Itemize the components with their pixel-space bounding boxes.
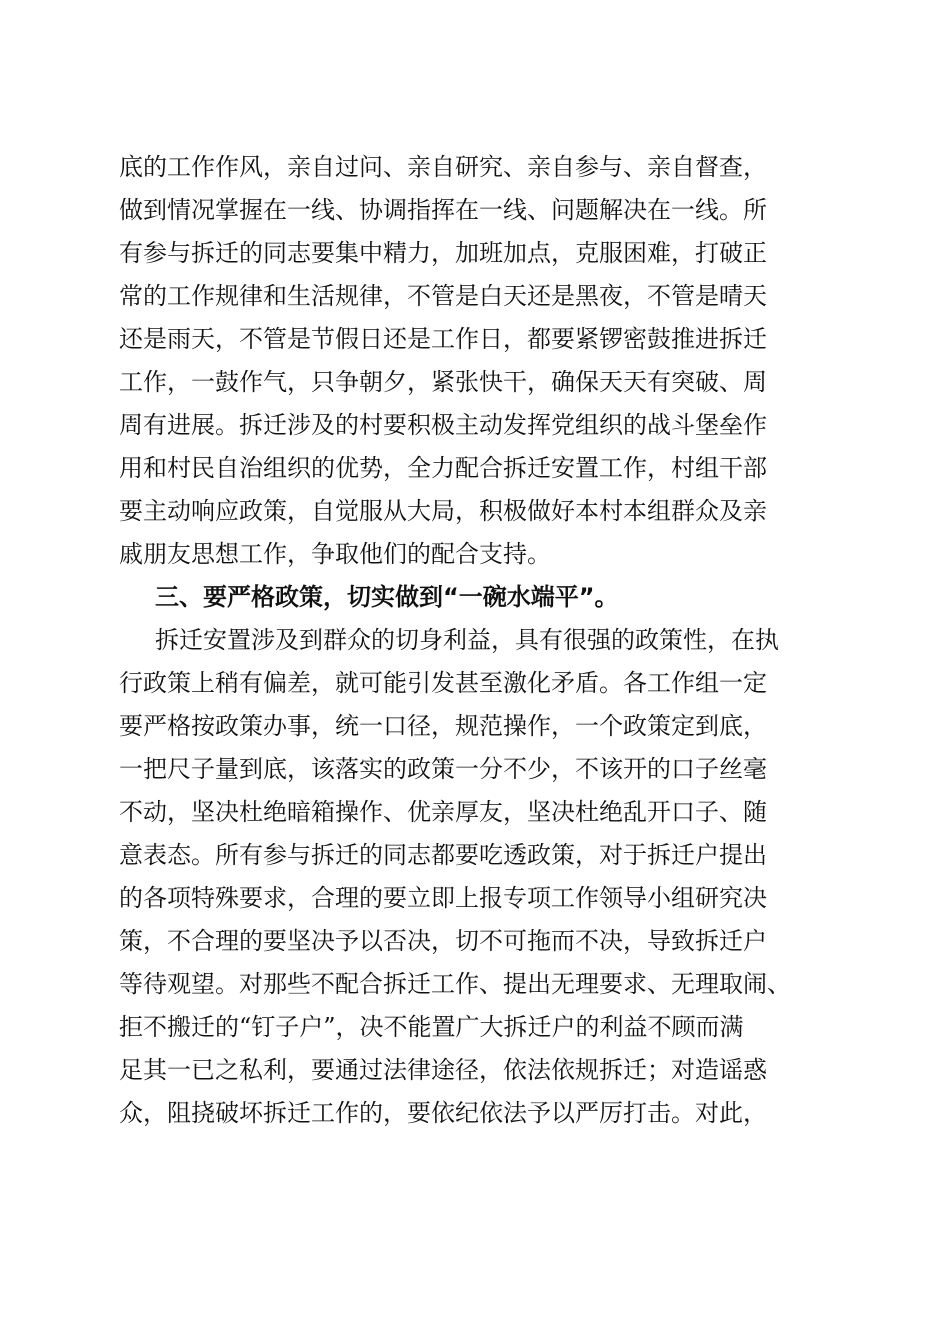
paragraph-line: 不动，坚决杜绝暗箱操作、优亲厚友，坚决杜绝乱开口子、随 bbox=[119, 798, 767, 826]
paragraph-line: 等待观望。对那些不配合拆迁工作、提出无理要求、无理取闹、 bbox=[119, 970, 791, 998]
paragraph-line: 底的工作作风，亲自过问、亲自研究、亲自参与、亲自督查， bbox=[119, 153, 767, 181]
paragraph-line: 用和村民自治组织的优势，全力配合拆迁安置工作，村组干部 bbox=[119, 454, 767, 482]
paragraph-line: 工作，一鼓作气，只争朝夕，紧张快干，确保天天有突破、周 bbox=[119, 368, 767, 396]
paragraph-line: 拒不搬迁的“钉子户”，决不能置广大拆迁户的利益不顾而满 bbox=[119, 1013, 744, 1041]
paragraph-line: 要严格按政策办事，统一口径，规范操作，一个政策定到底， bbox=[119, 712, 767, 740]
paragraph-line: 拆迁安置涉及到群众的切身利益，具有很强的政策性，在执 bbox=[155, 626, 779, 654]
paragraph-line: 周有进展。拆迁涉及的村要积极主动发挥党组织的战斗堡垒作 bbox=[119, 411, 767, 439]
paragraph-line: 策，不合理的要坚决予以否决，切不可拖而不决，导致拆迁户 bbox=[119, 927, 767, 955]
paragraph-line: 常的工作规律和生活规律，不管是白天还是黑夜，不管是晴天 bbox=[119, 282, 767, 310]
paragraph-line: 足其一已之私利，要通过法律途径，依法依规拆迁；对造谣惑 bbox=[119, 1056, 767, 1084]
paragraph-line: 还是雨天，不管是节假日还是工作日，都要紧锣密鼓推进拆迁 bbox=[119, 325, 767, 353]
document-body bbox=[119, 146, 839, 1135]
paragraph-line: 行政策上稍有偏差，就可能引发甚至激化矛盾。各工作组一定 bbox=[119, 669, 767, 697]
paragraph-line: 众，阻挠破坏拆迁工作的，要依纪依法予以严厉打击。对此， bbox=[119, 1099, 767, 1127]
paragraph-line: 一把尺子量到底，该落实的政策一分不少，不该开的口子丝毫 bbox=[119, 755, 767, 783]
paragraph-line: 戚朋友思想工作，争取他们的配合支持。 bbox=[119, 540, 551, 568]
paragraph-line: 要主动响应政策，自觉服从大局，积极做好本村本组群众及亲 bbox=[119, 497, 767, 525]
paragraph-line: 意表态。所有参与拆迁的同志都要吃透政策，对于拆迁户提出 bbox=[119, 841, 767, 869]
paragraph-line: 有参与拆迁的同志要集中精力，加班加点，克服困难，打破正 bbox=[119, 239, 767, 267]
paragraph-line: 的各项特殊要求，合理的要立即上报专项工作领导小组研究决 bbox=[119, 884, 767, 912]
section-heading: 三、要严格政策，切实做到“一碗水端平”。 bbox=[155, 583, 619, 611]
paragraph-line: 做到情况掌握在一线、协调指挥在一线、问题解决在一线。所 bbox=[119, 196, 767, 224]
